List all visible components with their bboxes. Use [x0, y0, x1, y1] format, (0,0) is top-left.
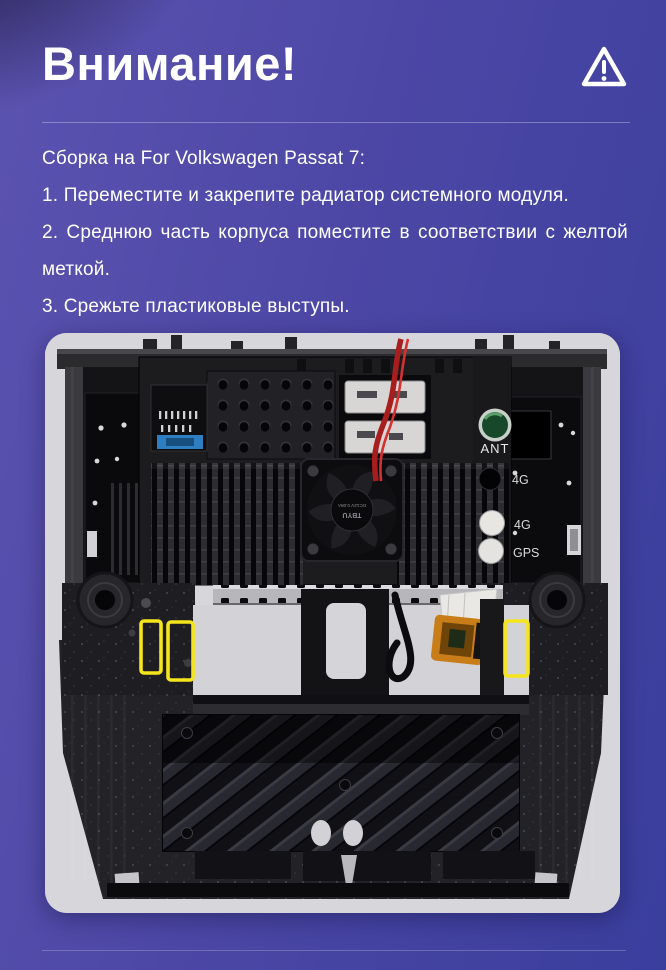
fan-spec-text: DC12V 0.08A: [337, 503, 367, 508]
fan-brand-text: TBYU: [342, 511, 362, 518]
flank-screw: [184, 659, 192, 667]
perforated-cover: [207, 371, 335, 459]
gps-connector: [479, 539, 504, 564]
left-white-connector: [87, 531, 97, 557]
oval-hole: [311, 820, 331, 846]
carbon-panel: [163, 715, 519, 851]
instruction-step-1: 1. Переместите и закрепите радиатор системного модуля.: [42, 185, 569, 206]
flank-screw: [129, 630, 136, 637]
system-module: [139, 339, 539, 585]
ant-label: ANT: [480, 441, 510, 456]
footer-divider: [42, 950, 626, 951]
product-photo-illustration: [45, 333, 620, 913]
4g-connector-label: 4G: [514, 518, 531, 532]
4g-port-hole: [479, 468, 501, 490]
instruction-step-2: 2. Среднюю часть корпуса поместите в соответствии с желтой меткой.: [42, 222, 628, 280]
bottom-cutouts: [195, 851, 535, 881]
middle-band: [62, 573, 608, 697]
page-title: Внимание!: [42, 37, 298, 90]
warning-triangle-icon: [580, 44, 628, 90]
fascia-bottom-edge: [107, 883, 569, 897]
warning-exclamation-dot: [602, 76, 607, 81]
heatsink-fins-left: [151, 463, 303, 585]
page-header: [42, 38, 628, 90]
cooling-fan: [301, 459, 403, 561]
main-connector-socket: [151, 385, 207, 451]
gps-connector-label: GPS: [513, 546, 540, 560]
flank-screw: [141, 598, 151, 608]
right-strap: [480, 599, 504, 695]
header-divider: [42, 122, 630, 123]
central-strap: [301, 589, 389, 697]
oval-hole: [343, 820, 363, 846]
instruction-step-3: 3. Срежьте пластиковые выступы.: [42, 296, 350, 317]
4g-connector: [480, 511, 505, 536]
head-unit-body: [65, 339, 601, 585]
instructions-intro: Сборка на For Volkswagen Passat 7:: [42, 148, 366, 169]
4g-port-label: 4G: [512, 473, 529, 487]
instructions-block: [42, 140, 628, 325]
product-photo-card: [45, 333, 620, 913]
